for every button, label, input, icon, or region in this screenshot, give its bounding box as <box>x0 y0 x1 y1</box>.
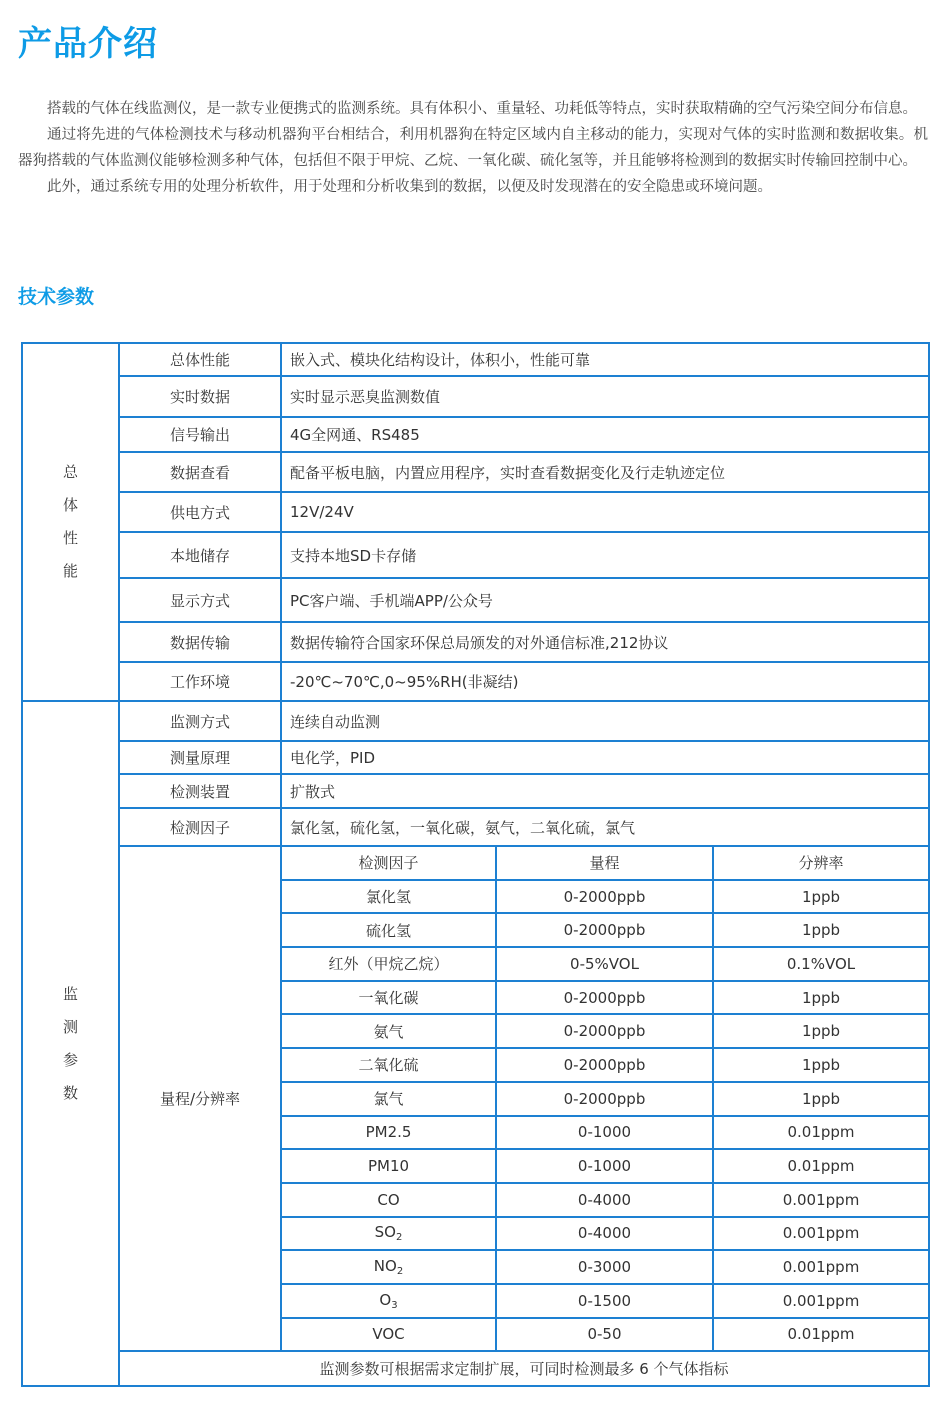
resolution-cell: 1ppb <box>713 913 929 947</box>
spec-table <box>21 342 930 1387</box>
param-value: 嵌入式、模块化结构设计，体积小，性能可靠 <box>281 343 929 376</box>
range-cell: 0-1500 <box>496 1284 713 1318</box>
table-row <box>22 492 929 532</box>
param-value: 4G全网通、RS485 <box>281 417 929 452</box>
group-label-char: 性 <box>62 529 78 547</box>
param-name: 数据传输 <box>119 622 281 662</box>
param-name: 显示方式 <box>119 578 281 622</box>
range-header-row <box>22 846 929 880</box>
param-value: -20℃~70℃,0~95%RH(非凝结) <box>281 662 929 701</box>
group-label-group2 <box>22 701 119 1386</box>
intro-paragraph: 此外，通过系统专用的处理分析软件，用于处理和分析收集到的数据，以便及时发现潜在的安全隐患或环境问题。 <box>47 179 772 195</box>
resolution-cell: 0.001ppm <box>713 1250 929 1284</box>
footer-row <box>22 1351 929 1386</box>
intro-paragraph: 搭载的气体在线监测仪，是一款专业便携式的监测系统。具有体积小、重量轻、功耗低等特点，实时获取精确的空气污染空间分布信息。 <box>47 101 917 117</box>
table-row <box>22 343 929 376</box>
param-value: 实时显示恶臭监测数值 <box>281 376 929 417</box>
resolution-cell: 0.01ppm <box>713 1149 929 1183</box>
param-name: 信号输出 <box>119 417 281 452</box>
factor-cell <box>281 880 496 914</box>
factor-subscript: 2 <box>396 1266 404 1278</box>
table-row <box>22 774 929 808</box>
table-row <box>22 662 929 701</box>
factor-cell <box>281 1284 496 1318</box>
param-value: 配备平板电脑，内置应用程序，实时查看数据变化及行走轨迹定位 <box>281 452 929 492</box>
range-header-range: 量程 <box>496 846 713 880</box>
table-row <box>22 376 929 417</box>
factor-name: 氨气 <box>373 1022 404 1041</box>
factor-cell <box>281 1149 496 1183</box>
param-value: 连续自动监测 <box>281 701 929 741</box>
factor-name: CO <box>377 1190 400 1209</box>
resolution-cell: 1ppb <box>713 1048 929 1082</box>
footer-note: 监测参数可根据需求定制扩展，可同时检测最多 6 个气体指标 <box>119 1351 929 1386</box>
group-label-char: 体 <box>62 496 78 514</box>
param-value: 支持本地SD卡存储 <box>281 532 929 578</box>
factor-name: PM2.5 <box>365 1123 412 1142</box>
param-value: 扩散式 <box>281 774 929 808</box>
param-name: 本地储存 <box>119 532 281 578</box>
factor-name: 氯化氢 <box>365 888 411 907</box>
range-label: 量程/分辨率 <box>119 846 281 1351</box>
range-header-factor: 检测因子 <box>281 846 496 880</box>
param-value: 氯化氢，硫化氢，一氧化碳，氨气，二氧化硫，氯气 <box>281 808 929 846</box>
range-cell: 0-4000 <box>496 1217 713 1251</box>
factor-name: PM10 <box>367 1157 410 1176</box>
factor-cell <box>281 1082 496 1116</box>
param-name: 供电方式 <box>119 492 281 532</box>
resolution-cell: 0.001ppm <box>713 1217 929 1251</box>
range-cell: 0-2000ppb <box>496 981 713 1015</box>
table-row <box>22 741 929 774</box>
param-value: 数据传输符合国家环保总局颁发的对外通信标准,212协议 <box>281 622 929 662</box>
param-value: 12V/24V <box>281 492 929 532</box>
resolution-cell: 1ppb <box>713 880 929 914</box>
group-label-group1 <box>22 343 119 701</box>
range-cell: 0-1000 <box>496 1116 713 1150</box>
resolution-cell: 0.1%VOL <box>713 947 929 981</box>
group-label-char: 参 <box>62 1050 78 1069</box>
factor-name: 氯气 <box>373 1090 404 1109</box>
factor-name: SO <box>374 1223 396 1242</box>
intro-text <box>18 96 928 200</box>
range-cell: 0-2000ppb <box>496 880 713 914</box>
factor-cell <box>281 1250 496 1284</box>
resolution-cell: 0.001ppm <box>713 1183 929 1217</box>
page-title: 产品介绍 <box>18 24 158 64</box>
range-cell: 0-1000 <box>496 1149 713 1183</box>
param-name: 实时数据 <box>119 376 281 417</box>
resolution-cell: 0.001ppm <box>713 1284 929 1318</box>
param-value: PC客户端、手机端APP/公众号 <box>281 578 929 622</box>
table-row <box>22 578 929 622</box>
factor-name: 硫化氢 <box>365 921 411 940</box>
section-title: 技术参数 <box>18 286 95 308</box>
group-label-char: 数 <box>62 1083 78 1102</box>
table-row <box>22 532 929 578</box>
param-value: 电化学，PID <box>281 741 929 774</box>
factor-cell <box>281 913 496 947</box>
range-cell: 0-2000ppb <box>496 1048 713 1082</box>
group-label-char: 测 <box>62 1017 78 1036</box>
factor-name: O <box>379 1290 392 1309</box>
factor-name: 一氧化碳 <box>358 989 419 1008</box>
table-row <box>22 417 929 452</box>
range-cell: 0-5%VOL <box>496 947 713 981</box>
range-cell: 0-2000ppb <box>496 1082 713 1116</box>
resolution-cell: 1ppb <box>713 1082 929 1116</box>
range-header-resolution: 分辨率 <box>713 846 929 880</box>
factor-cell <box>281 1048 496 1082</box>
factor-subscript: 3 <box>391 1299 398 1311</box>
param-name: 测量原理 <box>119 741 281 774</box>
factor-cell <box>281 1116 496 1150</box>
factor-name: VOC <box>372 1325 405 1344</box>
factor-name: NO <box>373 1257 397 1276</box>
table-row <box>22 701 929 741</box>
range-cell: 0-3000 <box>496 1250 713 1284</box>
intro-paragraph: 通过将先进的气体检测技术与移动机器狗平台相结合，利用机器狗在特定区域内自主移动的能力，实现对气体的实时监测和数据收集。机器狗搭载的气体监测仪能够检测多种气体，包括但不限于甲烷、乙烷、一氧化碳、硫化氢等，并且能够将检测到的数据实时传输回控制中心。 <box>18 127 928 169</box>
factor-cell <box>281 1217 496 1251</box>
param-name: 检测装置 <box>119 774 281 808</box>
resolution-cell: 0.01ppm <box>713 1318 929 1352</box>
factor-cell <box>281 981 496 1015</box>
resolution-cell: 0.01ppm <box>713 1116 929 1150</box>
table-row <box>22 808 929 846</box>
factor-cell <box>281 1318 496 1352</box>
param-name: 检测因子 <box>119 808 281 846</box>
param-name: 工作环境 <box>119 662 281 701</box>
factor-cell <box>281 947 496 981</box>
resolution-cell: 1ppb <box>713 1014 929 1048</box>
resolution-cell: 1ppb <box>713 981 929 1015</box>
range-cell: 0-50 <box>496 1318 713 1352</box>
range-cell: 0-4000 <box>496 1183 713 1217</box>
param-name: 总体性能 <box>119 343 281 376</box>
group-label-char: 监 <box>62 984 78 1003</box>
factor-name: 红外（甲烷乙烷） <box>328 955 449 974</box>
range-cell: 0-2000ppb <box>496 1014 713 1048</box>
group-label-char: 总 <box>62 463 78 481</box>
factor-cell <box>281 1014 496 1048</box>
factor-cell <box>281 1183 496 1217</box>
param-name: 数据查看 <box>119 452 281 492</box>
group-label-char: 能 <box>62 562 78 580</box>
param-name: 监测方式 <box>119 701 281 741</box>
table-row <box>22 622 929 662</box>
range-cell: 0-2000ppb <box>496 913 713 947</box>
factor-name: 二氧化硫 <box>358 1056 419 1075</box>
table-row <box>22 452 929 492</box>
factor-subscript: 2 <box>395 1232 403 1244</box>
